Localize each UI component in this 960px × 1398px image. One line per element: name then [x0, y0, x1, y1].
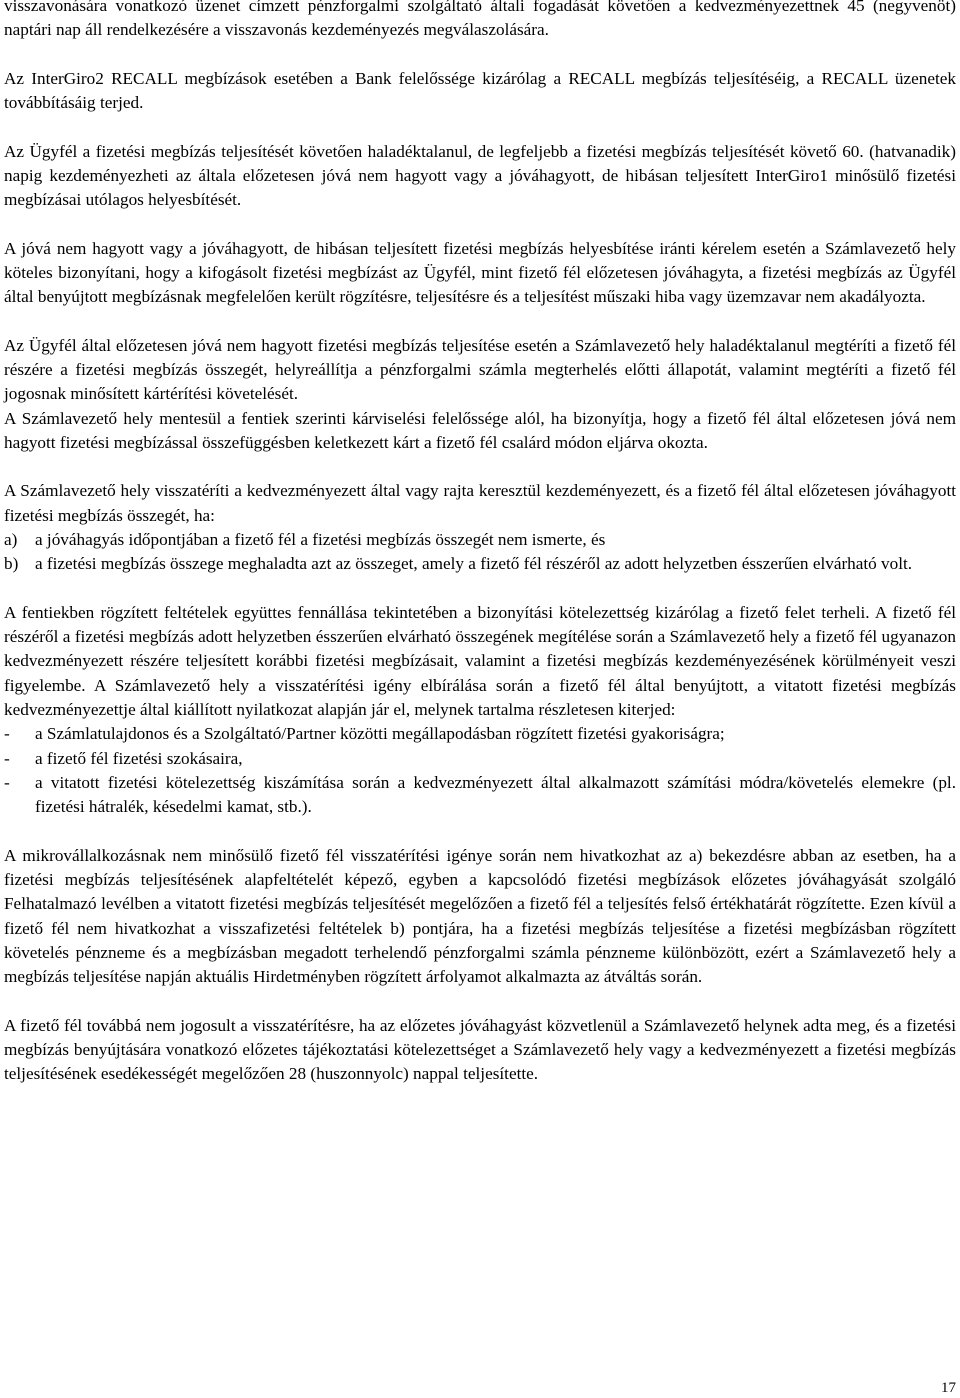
paragraph: A mikrovállalkozásnak nem minősülő fizető fél visszatérítési igénye során nem hivatkozhat az a) bekezdésre abban az esetben, ha a fizetési megbízás teljesítésének alapfeltételét képező, egyben a kapcsolódó fizetési megbízások előzetes jóváhagyását szolgáló Felhatalmazó levélben a vitatott fizetési megbízás teljesítését megelőzően a fizető fél a teljesítés felső értékhatárát rögzítette. Ezen kívül a fizető fél nem hivatkozhat a visszafizetési feltételek b) pontjára, ha a fizetési megbízás teljesítése a fizetési megbízásban rögzített követelés pénzneme és a megbízásban megadott terhelendő pénzforgalmi számla pénzneme különbözött, ezért a Számlavezető hely a megbízás teljesítése napján aktuális Hirdetményben rögzített árfolyamot alkalmazta az átváltás során. [4, 845, 956, 987]
list-item-text: a Számlatulajdonos és a Szolgáltató/Partner közötti megállapodásban rögzített fizetési gyakoriságra; [35, 724, 725, 744]
list-item-text: a vitatott fizetési kötelezettség kiszámítása során a kedvezményezett által alkalmazott számítási módra/követelés elemekre (pl. fizetési hátralék, késedelmi kamat, stb.). [35, 772, 956, 817]
list-marker: b) [4, 554, 19, 574]
dash-list [4, 722, 956, 819]
paragraph: A Számlavezető hely visszatéríti a kedvezményezett által vagy rajta keresztül kezdeményezett, és a fizető fél által előzetesen jóváhagyott fizetési megbízás összegét, ha: [4, 481, 956, 525]
list-marker: a) [4, 529, 18, 549]
list-item [4, 747, 956, 771]
list-marker: - [4, 748, 10, 768]
list-marker: - [4, 724, 10, 744]
paragraph: A Számlavezető hely mentesül a fentiek szerinti kárviselési felelőssége alól, ha bizonyítja, hogy a fizető fél által előzetesen jóvá nem hagyott fizetési megbízással összefüggésben keletkezett kárt a fizető fél csalárd módon eljárva okozta. [4, 408, 956, 452]
paragraph: Az InterGiro2 RECALL megbízások esetében a Bank felelőssége kizárólag a RECALL megbízás teljesítéséig, a RECALL üzenetek továbbításáig terjed. [4, 68, 956, 113]
paragraph: A fizető fél továbbá nem jogosult a visszatérítésre, ha az előzetes jóváhagyást közvetlenül a Számlavezető helynek adta meg, és a fizetési megbízás benyújtására vonatkozó előzetes tájékoztatási kötelezettséget a Számlavezető hely vagy a kedvezményezett a fizetési megbízás teljesítésének esedékességét megelőzően 28 (huszonnyolc) nappal teljesítette. [4, 1015, 956, 1084]
paragraph: Az Ügyfél által előzetesen jóvá nem hagyott fizetési megbízás teljesítése esetén a Számlavezető hely haladéktalanul megtéríti a fizető fél részére a fizetési megbízás összegét, helyreállítja a pénzforgalmi számla megterhelés előtti állapotát, valamint megtéríti a fizető fél jogosnak minősített kártérítési követelését. [4, 335, 956, 404]
list-item [4, 722, 956, 746]
page-number: 17 [941, 1380, 956, 1396]
list-item [4, 771, 956, 820]
list-item [4, 552, 956, 576]
paragraph: Az Ügyfél a fizetési megbízás teljesítését követően haladéktalanul, de legfeljebb a fizetési megbízás teljesítését követő 60. (hatvanadik) napig kezdeményezheti az általa előzetesen jóvá nem hagyott vagy a jóváhagyott, de hibásan teljesített InterGiro1 minősülő fizetési megbízásai utólagos helyesbítését. [4, 141, 956, 210]
paragraph: visszavonására vonatkozó üzenet címzett pénzforgalmi szolgáltató általi fogadását követően a kedvezményezettnek 45 (negyvenöt) naptári nap áll rendelkezésére a visszavonás kezdeményezés megválaszolására. [4, 0, 956, 40]
list-item [4, 528, 956, 552]
paragraph: A jóvá nem hagyott vagy a jóváhagyott, de hibásan teljesített fizetési megbízás helyesbítése iránti kérelem esetén a Számlavezető hely köteles bizonyítani, hogy a kifogásolt fizetési megbízást az Ügyfél, mint fizető fél előzetesen jóváhagyta, a fizetési megbízás az Ügyfél által benyújtott megbízásnak megfelelően került rögzítésre, teljesítésre és a teljesítést műszaki hiba vagy üzemzavar nem akadályozta. [4, 238, 956, 307]
list-marker: - [4, 772, 10, 792]
list-item-text: a fizetési megbízás összege meghaladta azt az összeget, amely a fizető fél részéről az adott helyzetben ésszerűen elvárható volt. [35, 554, 913, 574]
paragraph: A fentiekben rögzített feltételek együttes fennállása tekintetében a bizonyítási kötelezettség kizárólag a fizető felet terheli. A fizető fél részéről a fizetési megbízás adott helyzetben ésszerűen elvárható összegének megítélése során a Számlavezető hely a fizető fél ugyanazon kedvezményezett részére teljesített korábbi fizetési megbízásait, valamint a fizetési megbízás kezdeményezésének körülményeit veszi figyelembe. A Számlavezető hely a visszatérítési igény elbírálása során a fizető fél által benyújtott, a vitatott fizetési megbízás kedvezményezettje által kiállított nyilatkozat alapján jár el, melynek tartalma részletesen kiterjed: [4, 602, 956, 719]
lettered-list [4, 528, 956, 577]
list-item-text: a jóváhagyás időpontjában a fizető fél a fizetési megbízás összegét nem ismerte, és [35, 529, 606, 549]
document-page [4, 0, 956, 1086]
list-item-text: a fizető fél fizetési szokásaira, [35, 748, 243, 768]
